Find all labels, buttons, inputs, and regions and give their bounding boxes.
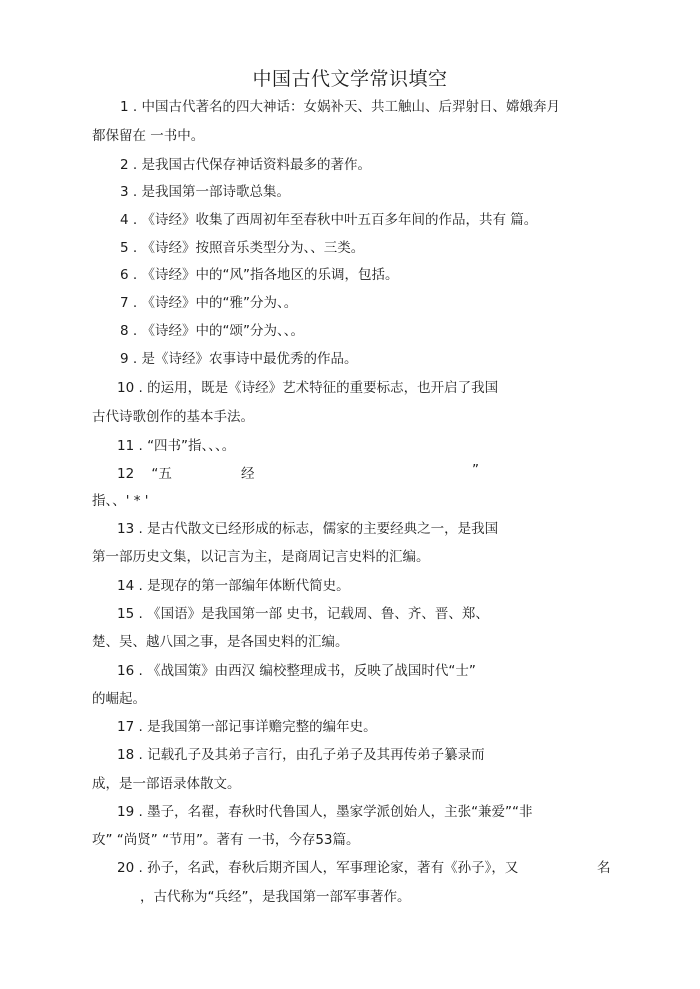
question-text: . 是现存的第一部编年体断代简史。 [138, 578, 350, 594]
question-number: 2 [120, 157, 129, 173]
question-fragment: ” [472, 462, 479, 478]
question-continuation: 指、、' * ' [92, 493, 149, 509]
question-14 [117, 577, 350, 595]
question-number: 13 [117, 521, 135, 537]
question-17 [117, 718, 377, 736]
question-text: . 墨子，名翟，春秋时代鲁国人，墨家学派创始人，主张“兼爱”“非 [138, 804, 533, 820]
question-number: 16 [117, 663, 135, 679]
question-number: 20 [117, 860, 135, 876]
question-13 [117, 520, 498, 538]
question-3 [120, 183, 290, 201]
question-number: 12 [117, 466, 135, 482]
question-text: . 《诗经》收集了西周初年至春秋中叶五百多年间的作品，共有 篇。 [132, 212, 538, 228]
question-number: 11 [117, 438, 135, 454]
question-text: . 孙子，名武，春秋后期齐国人，军事理论家，著有《孙子》，又 [138, 860, 519, 876]
question-number: 3 [120, 184, 129, 200]
question-continuation: 攻” “尚贤” “节用”。著有 一书，今存53篇。 [92, 832, 360, 848]
question-continuation: 都保留在 一书中。 [92, 128, 205, 144]
question-text: . 是我国第一部记事详赡完整的编年史。 [138, 719, 377, 735]
question-15 [117, 605, 489, 623]
question-text: . 《国语》是我国第一部 史书，记载周、鲁、齐、晋、郑、 [138, 606, 489, 622]
question-number: 7 [120, 295, 129, 311]
question-16 [117, 662, 476, 680]
page-title: 中国古代文学常识填空 [252, 68, 448, 90]
question-text: . “四书”指、、、。 [138, 438, 236, 454]
question-20 [117, 859, 518, 877]
question-number: 6 [120, 267, 129, 283]
question-text: . 《诗经》中的“雅”分为、。 [132, 295, 298, 311]
question-continuation: 成，是一部语录体散文。 [92, 776, 241, 792]
question-continuation: 楚、吴、越八国之事，是各国史料的汇编。 [92, 634, 349, 650]
question-number: 1 [120, 99, 129, 115]
question-text: . 是《诗经》农事诗中最优秀的作品。 [132, 351, 358, 367]
question-number: 5 [120, 240, 129, 256]
question-fragment: 经 [241, 466, 255, 482]
question-11 [117, 437, 235, 455]
question-fragment: 名 [597, 860, 611, 876]
question-18 [117, 746, 485, 764]
question-text: . 中国古代著名的四大神话：女娲补天、共工触山、后羿射日、嫦娥奔月 [132, 99, 560, 115]
question-number: 17 [117, 719, 135, 735]
question-9 [120, 350, 357, 368]
question-continuation: 古代诗歌创作的基本手法。 [92, 409, 254, 425]
question-continuation: 第一部历史文集，以记言为主，是商周记言史料的汇编。 [92, 549, 430, 565]
question-6 [120, 266, 398, 284]
question-text: . 《战国策》由西汉 编校整理成书，反映了战国时代“士” [138, 663, 476, 679]
question-continuation: 的崛起。 [92, 691, 146, 707]
question-number: 8 [120, 323, 129, 339]
question-2 [120, 156, 371, 174]
question-number: 19 [117, 804, 135, 820]
question-19 [117, 803, 533, 821]
question-4 [120, 211, 537, 229]
question-number: 10 [117, 380, 135, 396]
question-number: 15 [117, 606, 135, 622]
question-text: . 记载孔子及其弟子言行，由孔子弟子及其再传弟子纂录而 [138, 747, 485, 763]
question-text: . 是古代散文已经形成的标志，儒家的主要经典之一，是我国 [138, 521, 499, 537]
question-number: 4 [120, 212, 129, 228]
question-number: 14 [117, 578, 135, 594]
question-8 [120, 322, 304, 340]
question-text: . 《诗经》中的“颂”分为、、。 [132, 323, 304, 339]
question-text: . 《诗经》按照音乐类型分为、、三类。 [132, 240, 365, 256]
question-7 [120, 294, 297, 312]
question-text: . 是我国第一部诗歌总集。 [132, 184, 290, 200]
question-text: . 是我国古代保存神话资料最多的著作。 [132, 157, 371, 173]
question-5 [120, 239, 364, 257]
question-text: . 的运用，既是《诗经》艺术特征的重要标志，也开启了我国 [138, 380, 499, 396]
question-10 [117, 379, 498, 397]
question-12 [117, 465, 172, 483]
question-number: 9 [120, 351, 129, 367]
question-text: “五 [151, 466, 172, 482]
question-text: . 《诗经》中的“风”指各地区的乐调，包括。 [132, 267, 399, 283]
question-number: 18 [117, 747, 135, 763]
question-continuation: ，古代称为“兵经”，是我国第一部军事著作。 [140, 889, 411, 905]
question-1 [120, 98, 560, 116]
